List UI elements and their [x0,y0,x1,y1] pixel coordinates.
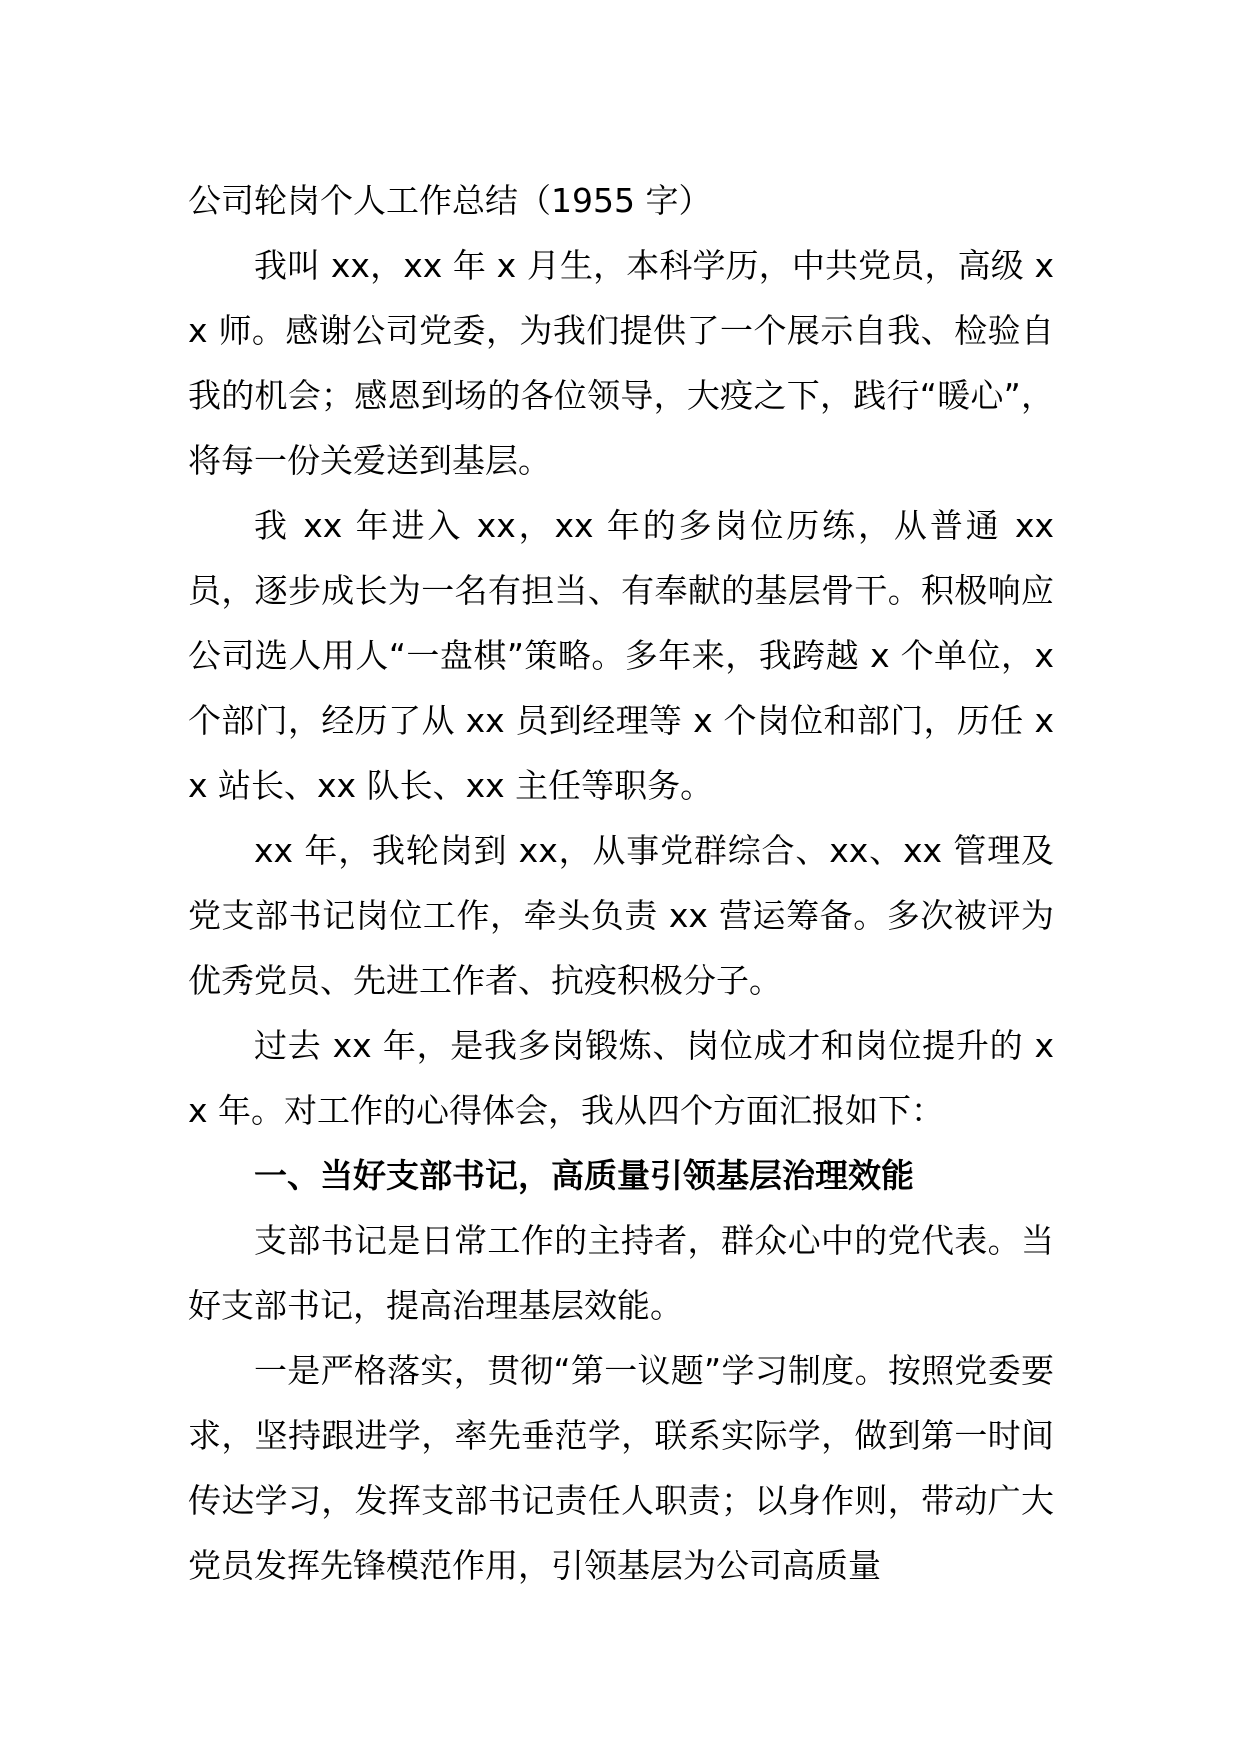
rotation-paragraph: xx 年，我轮岗到 xx，从事党群综合、xx、xx 管理及党支部书记岗位工作，牵头负责 xx 营运筹备。多次被评为优秀党员、先进工作者、抗疫积极分子。 [188,831,1054,1000]
section-paragraph: 支部书记是日常工作的主持者，群众心中的党代表。当好支部书记，提高治理基层效能。 [188,1221,1054,1325]
intro-paragraph: 我叫 xx，xx 年 x 月生，本科学历，中共党员，高级 xx 师。感谢公司党委，为我们提供了一个展示自我、检验自我的机会；感恩到场的各位领导，大疫之下，践行“暖心”，将每一份关爱送到基层。 [188,246,1054,480]
section-heading-one: 一、当好支部书记，高质量引领基层治理效能 [254,1156,914,1195]
section-paragraph: 一是严格落实，贯彻“第一议题”学习制度。按照党委要求，坚持跟进学，率先垂范学，联系实际学，做到第一时间传达学习，发挥支部书记责任人职责；以身作则，带动广大党员发挥先锋模范作用，引领基层为公司高质量 [188,1351,1054,1585]
document-body [188,168,1054,1598]
career-paragraph: 我 xx 年进入 xx，xx 年的多岗位历练，从普通 xx 员，逐步成长为一名有担当、有奉献的基层骨干。积极响应公司选人用人“一盘棋”策略。多年来，我跨越 x 个单位，x 个部门，经历了从 xx 员到经理等 x 个岗位和部门，历任 xx 站长、xx 队长、xx 主任等职务。 [188,506,1054,805]
summary-intro-paragraph: 过去 xx 年，是我多岗锻炼、岗位成才和岗位提升的 xx 年。对工作的心得体会，我从四个方面汇报如下： [188,1026,1054,1130]
document-title: 公司轮岗个人工作总结（1955 字） [188,181,712,220]
